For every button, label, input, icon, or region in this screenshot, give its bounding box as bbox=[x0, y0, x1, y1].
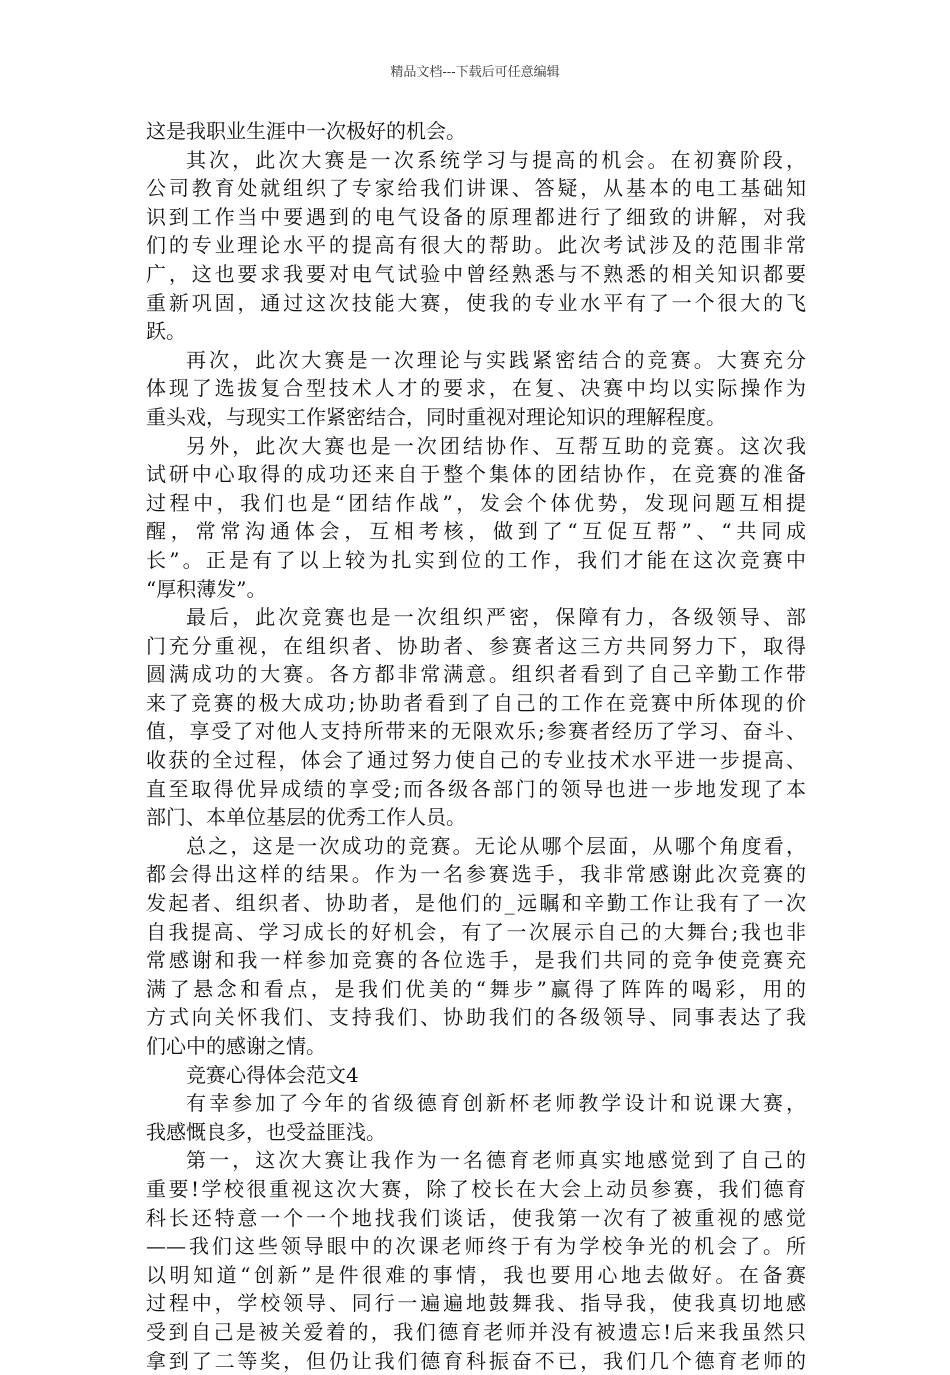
text-line: 们心中的感谢之情。 bbox=[146, 1034, 326, 1058]
text-line: ——我们这些领导眼中的次课老师终于有为学校争光的机会了。所 bbox=[146, 1234, 806, 1259]
text-line: 最后，此次竞赛也是一次组织严密，保障有力，各级领导、部 bbox=[186, 605, 806, 630]
text-line: 们的专业理论水平的提高有很大的帮助。此次考试涉及的范围非常 bbox=[146, 233, 806, 258]
text-line: 以明知道“创新”是件很难的事情，我也要用心地去做好。在备赛 bbox=[146, 1262, 806, 1287]
text-line: 总之，这是一次成功的竞赛。无论从哪个层面，从哪个角度看， bbox=[186, 833, 806, 858]
document-body bbox=[146, 117, 806, 1375]
text-line: 门充分重视，在组织者、协助者、参赛者这三方共同努力下，取得 bbox=[146, 633, 806, 658]
text-line: 醒，常常沟通体会，互相考核，做到了“互促互帮”、“共同成 bbox=[146, 519, 806, 544]
text-line: 圆满成功的大赛。各方都非常满意。组织者看到了自己辛勤工作带 bbox=[146, 662, 806, 687]
text-line: 重头戏，与现实工作紧密结合，同时重视对理论知识的理解程度。 bbox=[146, 404, 726, 429]
text-line: 竞赛心得体会范文4 bbox=[186, 1062, 359, 1087]
text-line: 有幸参加了今年的省级德育创新杯老师教学设计和说课大赛， bbox=[186, 1091, 806, 1116]
text-line: 长”。正是有了以上较为扎实到位的工作，我们才能在这次竞赛中 bbox=[146, 547, 806, 572]
page-header: 精品文档---下载后可任意编辑 bbox=[390, 65, 560, 80]
text-line: 这是我职业生涯中一次极好的机会。 bbox=[146, 119, 466, 143]
text-line: 重新巩固，通过这次技能大赛，使我的专业水平有了一个很大的飞 bbox=[146, 290, 806, 315]
text-line: 方式向关怀我们、支持我们、协助我们的各级领导、同事表达了我 bbox=[146, 1005, 806, 1030]
text-line: “厚积薄发”。 bbox=[146, 576, 267, 601]
text-line: 发起者、组织者、协助者，是他们的_远瞩和辛勤工作让我有了一次 bbox=[146, 891, 806, 916]
text-line: 自我提高、学习成长的好机会，有了一次展示自己的大舞台;我也非 bbox=[146, 919, 806, 944]
text-line: 我感慨良多，也受益匪浅。 bbox=[146, 1119, 386, 1144]
text-line: 都会得出这样的结果。作为一名参赛选手，我非常感谢此次竞赛的 bbox=[146, 862, 806, 887]
text-line: 重要!学校很重视这次大赛，除了校长在大会上动员参赛，我们德育 bbox=[146, 1176, 806, 1201]
text-line: 再次，此次大赛是一次理论与实践紧密结合的竞赛。大赛充分 bbox=[186, 347, 806, 372]
text-line: 公司教育处就组织了专家给我们讲课、答疑，从基本的电工基础知 bbox=[146, 176, 806, 201]
text-line: 试研中心取得的成功还来自于整个集体的团结协作，在竞赛的准备 bbox=[146, 462, 806, 487]
text-line: 来了竞赛的极大成功;协助者看到了自己的工作在竞赛中所体现的价 bbox=[146, 690, 806, 715]
text-line: 过程中，学校领导、同行一遍遍地鼓舞我、指导我，使我真切地感 bbox=[146, 1291, 806, 1316]
text-line: 识到工作当中要遇到的电气设备的原理都进行了细致的讲解，对我 bbox=[146, 204, 806, 229]
text-line: 满了悬念和看点，是我们优美的“舞步”赢得了阵阵的喝彩，用的 bbox=[146, 976, 806, 1001]
text-line: 常感谢和我一样参加竞赛的各位选手，是我们共同的竞争使竞赛充 bbox=[146, 948, 806, 973]
text-line: 体现了选拔复合型技术人才的要求，在复、决赛中均以实际操作为 bbox=[146, 376, 806, 401]
text-line: 另外，此次大赛也是一次团结协作、互帮互助的竞赛。这次我 bbox=[186, 433, 806, 458]
text-line: 第一，这次大赛让我作为一名德育老师真实地感觉到了自己的 bbox=[186, 1148, 806, 1173]
text-line: 过程中，我们也是“团结作战”，发会个体优势，发现问题互相提 bbox=[146, 490, 806, 515]
text-line: 收获的全过程，体会了通过努力使自己的专业技术水平进一步提高、 bbox=[146, 748, 806, 773]
text-line: 跃。 bbox=[146, 319, 186, 344]
text-line: 直至取得优异成绩的享受;而各级各部门的领导也进一步地发现了本 bbox=[146, 776, 806, 801]
text-line: 拿到了二等奖，但仍让我们德育科振奋不已，我们几个德育老师的 bbox=[146, 1348, 806, 1373]
text-line: 广，这也要求我要对电气试验中曾经熟悉与不熟悉的相关知识都要 bbox=[146, 261, 806, 286]
text-line: 其次，此次大赛是一次系统学习与提高的机会。在初赛阶段， bbox=[186, 147, 806, 172]
text-line: 部门、本单位基层的优秀工作人员。 bbox=[146, 805, 466, 830]
text-line: 受到自己是被关爱着的，我们德育老师并没有被遗忘!后来我虽然只 bbox=[146, 1319, 806, 1344]
text-line: 值，享受了对他人支持所带来的无限欢乐;参赛者经历了学习、奋斗、 bbox=[146, 719, 806, 744]
text-line: 科长还特意一个一个地找我们谈话，使我第一次有了被重视的感觉 bbox=[146, 1205, 806, 1230]
